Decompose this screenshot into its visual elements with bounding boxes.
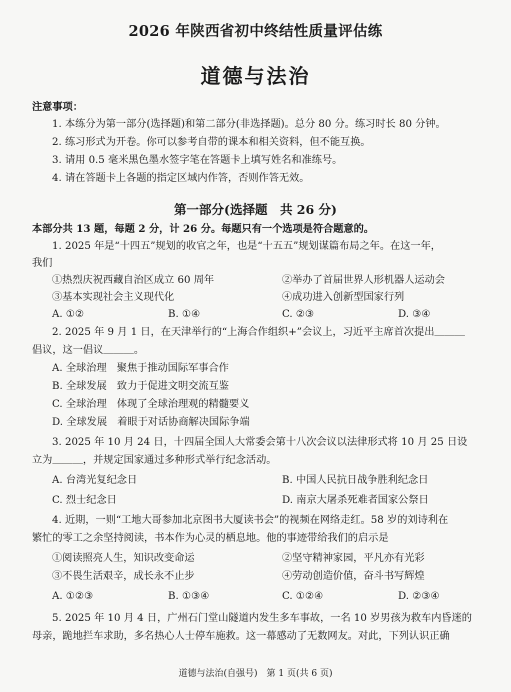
statement-item: ③不畏生活艰辛，成长永不止步: [52, 571, 195, 582]
answer-option[interactable]: B. ①④: [168, 309, 201, 320]
notes-heading: 注意事项：: [32, 101, 83, 113]
statement-item: ②坚守精神家园，平凡亦有光彩: [282, 553, 425, 564]
note-item: 1. 本练分为第一部分(选择题)和第二部分(非选择题)。总分 80 分。练习时长 80 分钟。: [52, 119, 446, 130]
statement-item: ③基本实现社会主义现代化: [52, 292, 175, 303]
statement-item: ④成功进入创新型国家行列: [282, 292, 405, 303]
note-item: 4. 请在答题卡上各题的指定区域内作答，否则作答无效。: [52, 173, 310, 184]
answer-option[interactable]: C. 烈士纪念日: [52, 495, 117, 506]
question-stem: 1. 2025 年是“十四五”规划的收官之年，也是“十五五”规划谋篇布局之年。在这一年，: [52, 241, 441, 252]
answer-option[interactable]: C. ②③: [282, 309, 315, 320]
answer-option[interactable]: D. 南京大屠杀死难者国家公祭日: [282, 495, 429, 506]
question-stem: 倡议，这一倡议＿＿＿。: [32, 345, 145, 356]
question-stem: 4. 近期，一则“工地大哥参加北京图书大厦读书会”的视频在网络走红。58 岁的刘诗利在: [52, 515, 449, 526]
note-item: 2. 练习形式为开卷。你可以参考自带的课本和相关资料，但不能互换。: [52, 137, 371, 148]
answer-option[interactable]: A. ①②: [52, 309, 85, 320]
statement-item: ①阅读照亮人生，知识改变命运: [52, 553, 195, 564]
question-stem: 3. 2025 年 10 月 24 日，十四届全国人大常委会第十八次会议以法律形式将 10 月 25 日设: [52, 437, 468, 448]
statement-item: ④劳动创造价值，奋斗书写辉煌: [282, 571, 425, 582]
question-stem: 立为＿＿＿，并规定国家通过多种形式举行纪念活动。: [32, 455, 277, 466]
note-item: 3. 请用 0.5 毫米黑色墨水签字笔在答题卡上填写姓名和准练号。: [52, 155, 343, 166]
question-stem: 5. 2025 年 10 月 4 日，广州石门堂山隧道内发生多车事故，一名 10 岁男孩为救车内昏迷的: [52, 613, 472, 624]
answer-option[interactable]: B. ①③④: [168, 591, 210, 602]
answer-option[interactable]: B. 全球发展 致力于促进文明交流互鉴: [52, 381, 229, 392]
answer-option[interactable]: A. ①②③: [52, 591, 94, 602]
statement-item: ①热烈庆祝西藏自治区成立 60 周年: [52, 275, 215, 286]
answer-option[interactable]: A. 台湾光复纪念日: [52, 475, 138, 486]
question-stem: 繁忙的零工之余坚持阅读，书本作为心灵的栖息地。他的事迹带给我们的启示是: [32, 533, 389, 544]
answer-option[interactable]: C. 全球治理 体现了全球治理观的精髓要义: [52, 399, 250, 410]
answer-option[interactable]: D. 全球发展 着眼于对话协商解决国际争端: [52, 417, 250, 428]
subject-title: 道德与法治: [200, 64, 311, 88]
question-stem: 2. 2025 年 9 月 1 日，在天津举行的“上海合作组织+”会议上，习近平主席首次提出＿＿＿: [52, 327, 465, 338]
section-title: 第一部分(选择题 共 26 分): [174, 202, 337, 217]
answer-option[interactable]: B. 中国人民抗日战争胜利纪念日: [282, 475, 429, 486]
answer-option[interactable]: D. ②③④: [398, 591, 440, 602]
answer-option[interactable]: A. 全球治理 聚焦于推动国际军事合作: [52, 363, 229, 374]
answer-option[interactable]: C. ①②④: [282, 591, 324, 602]
question-stem: 母亲，跪地拦车求助，多名热心人士停车施救。这一幕感动了无数网友。对此，下列认识正确: [32, 631, 450, 642]
statement-item: ②举办了首届世界人形机器人运动会: [282, 275, 445, 286]
section-instruction: 本部分共 13 题，每题 2 分，计 26 分。每题只有一个选项是符合题意的。: [32, 223, 374, 235]
question-stem: 我们: [32, 258, 53, 269]
exam-title: 2026 年陕西省初中终结性质量评估练: [128, 23, 383, 40]
answer-option[interactable]: D. ③④: [398, 309, 431, 320]
page-footer: 道德与法治(自强号) 第 1 页(共 6 页): [178, 669, 333, 679]
